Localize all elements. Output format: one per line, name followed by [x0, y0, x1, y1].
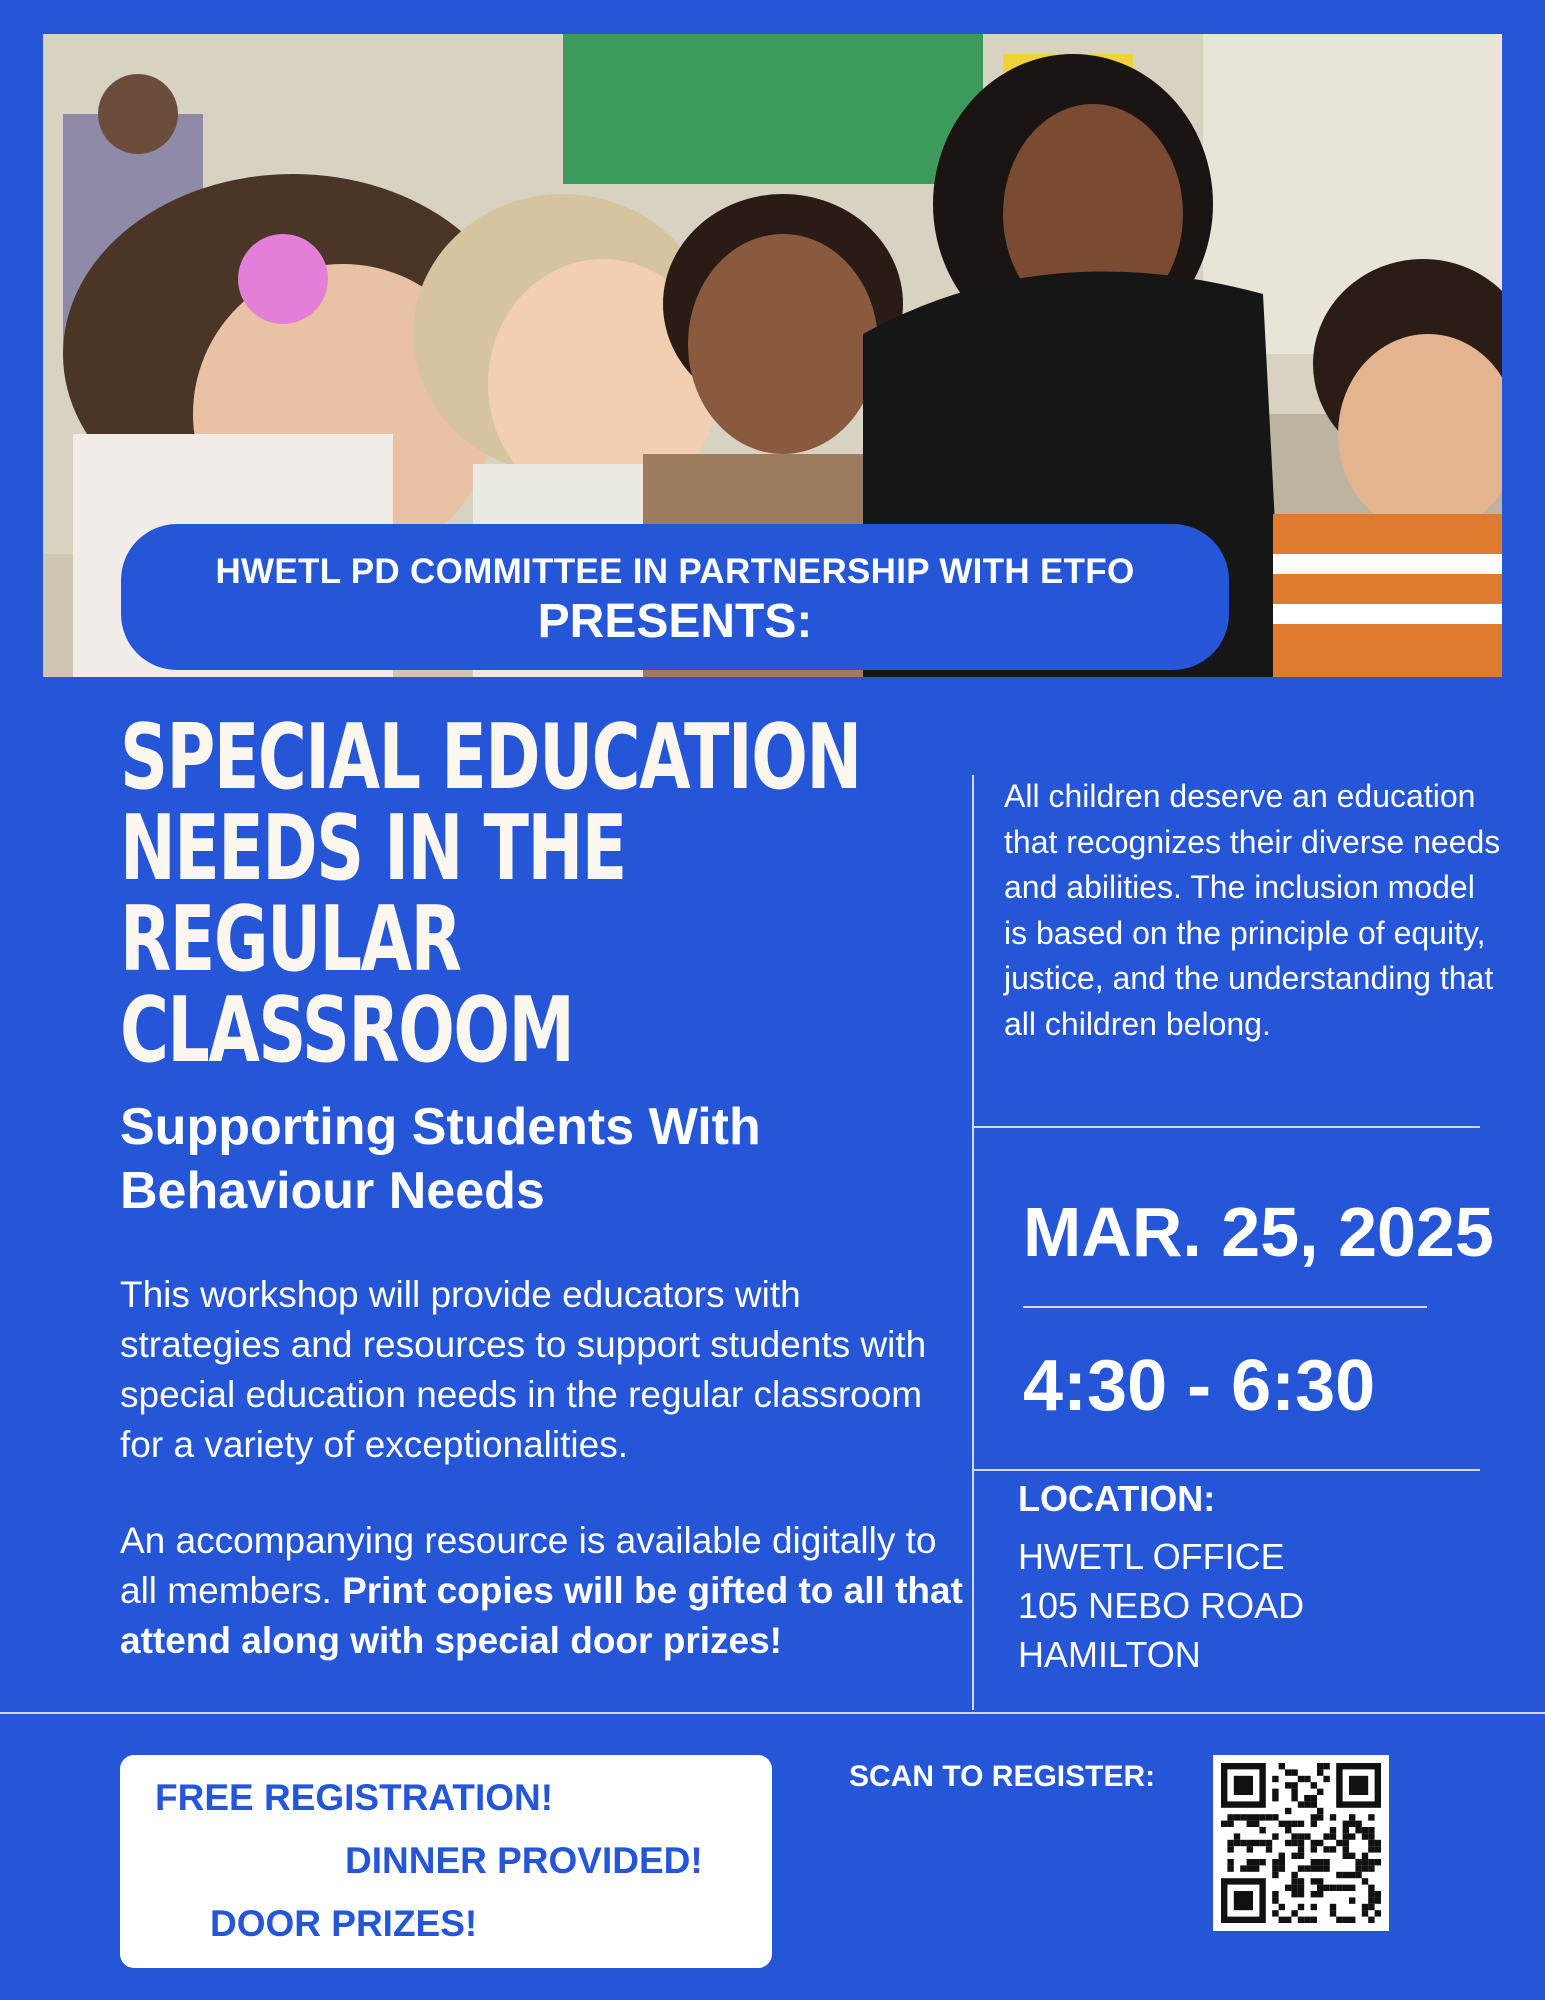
resource-note-bold: Print copies will be gifted to all that attend along with special door prizes!	[120, 1570, 963, 1661]
location-address	[1018, 1532, 1304, 1679]
subtitle-line: Behaviour Needs	[120, 1162, 545, 1220]
page-title	[120, 705, 861, 1083]
subtitle	[120, 1095, 840, 1223]
location-line: HWETL OFFICE	[1018, 1536, 1285, 1577]
resource-note-plain: An accompanying resource is available digitally to all members.	[120, 1520, 937, 1611]
divider-footer	[0, 1712, 1545, 1714]
column-divider	[972, 775, 974, 1710]
event-time: 4:30 - 6:30	[1023, 1346, 1376, 1426]
inclusion-statement: All children deserve an education that recognizes their diverse needs and abilities. The inclusion model is based on the principle of equity, justice, and the understanding that all children belong.	[1004, 778, 1501, 1042]
presents-label: PRESENTS:	[537, 595, 813, 648]
perk-dinner: DINNER PROVIDED!	[345, 1840, 703, 1881]
title-line: CLASSROOM	[120, 978, 574, 1083]
title-line: SPECIAL EDUCATION	[120, 705, 861, 810]
qr-code-icon[interactable]	[1213, 1755, 1389, 1931]
presenter-line: HWETL PD COMMITTEE IN PARTNERSHIP WITH ETFO	[215, 552, 1135, 591]
perk-free-registration: FREE REGISTRATION!	[155, 1777, 554, 1818]
presents-banner	[121, 524, 1229, 670]
divider-time	[972, 1469, 1480, 1471]
divider-date	[1023, 1306, 1427, 1308]
subtitle-line: Supporting Students With	[120, 1098, 761, 1156]
title-line: NEEDS IN THE	[120, 796, 626, 901]
resource-note	[120, 1516, 980, 1666]
perks-box	[120, 1755, 772, 1968]
location-label: LOCATION:	[1018, 1478, 1216, 1519]
scan-label: SCAN TO REGISTER:	[849, 1760, 1156, 1793]
classroom-photo	[43, 34, 1502, 677]
qr-code-graphic	[1221, 1763, 1381, 1923]
event-date: MAR. 25, 2025	[1023, 1193, 1494, 1271]
location-line: HAMILTON	[1018, 1634, 1201, 1675]
divider-intro	[972, 1126, 1480, 1128]
perk-door-prizes: DOOR PRIZES!	[210, 1903, 478, 1944]
location-line: 105 NEBO ROAD	[1018, 1585, 1305, 1626]
workshop-description: This workshop will provide educators with strategies and resources to support students with special education needs in the regular classroom for a variety of exceptionalities.	[120, 1274, 927, 1465]
title-line: REGULAR	[120, 887, 461, 992]
